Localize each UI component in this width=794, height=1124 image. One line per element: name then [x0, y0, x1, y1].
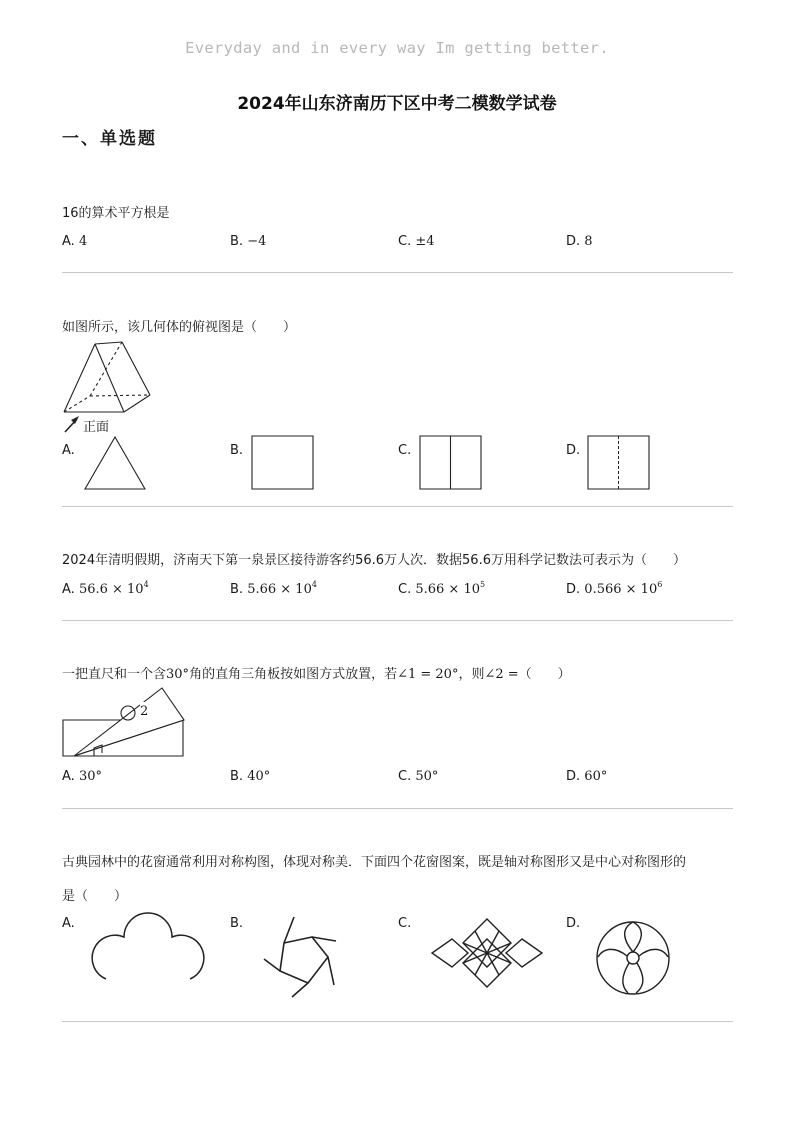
option-letter: C.: [398, 234, 412, 249]
page-motto: Everyday and in every way Im getting better.: [185, 39, 609, 57]
option-value: 30°: [78, 769, 102, 784]
question-4-option-b[interactable]: [230, 769, 270, 784]
option-letter: A.: [62, 769, 75, 784]
option-value: 50°: [415, 769, 439, 784]
option-letter: D.: [566, 582, 581, 597]
option-letter: C.: [398, 443, 412, 458]
front-view-label: 正面: [83, 420, 110, 435]
option-letter: B.: [230, 234, 244, 249]
option-a-cloud-arch-figure[interactable]: [96, 913, 200, 985]
question-text-part: 角的直角三角板按如图方式放置，若: [189, 667, 398, 682]
option-letter: D.: [566, 234, 581, 249]
question-3-option-c[interactable]: [398, 580, 485, 597]
option-value: 8: [584, 234, 593, 249]
page-title: 2024年山东济南历下区中考二模数学试卷: [237, 94, 557, 114]
angle-2-label: 2: [140, 702, 148, 722]
question-1-option-a[interactable]: [62, 234, 87, 249]
option-letter: A.: [62, 234, 75, 249]
question-3-option-a[interactable]: [62, 580, 149, 597]
question-2-text: 如图所示，该几何体的俯视图是（ ）: [62, 320, 297, 335]
question-5-text-line-1: 古典园林中的花窗通常利用对称构图，体现对称美．下面四个花窗图案，既是轴对称图形又是中心对称图形的: [62, 855, 687, 870]
question-1-option-c[interactable]: [398, 234, 435, 249]
option-letter: B.: [230, 582, 244, 597]
question-5-option-b[interactable]: [230, 916, 243, 931]
option-letter: D.: [566, 769, 581, 784]
option-value: −4: [247, 234, 267, 249]
option-letter: C.: [398, 769, 412, 784]
question-divider: [62, 1021, 733, 1022]
question-divider: [62, 506, 733, 507]
question-2-option-b[interactable]: [230, 443, 243, 458]
question-5-option-d[interactable]: [566, 916, 580, 931]
question-math-part: ∠1 = 20°: [397, 667, 459, 682]
option-b-rectangle-figure[interactable]: [251, 435, 315, 491]
option-value: 4: [78, 234, 88, 249]
section-heading: 一、单选题: [62, 129, 157, 149]
question-1-option-b[interactable]: [230, 234, 266, 249]
question-1-text: 16的算术平方根是: [62, 206, 170, 221]
option-letter: C.: [398, 916, 412, 931]
ruler-triangle-figure: [62, 686, 186, 758]
option-exponent: 4: [143, 580, 149, 589]
question-4-option-c[interactable]: [398, 769, 438, 784]
question-2-option-a[interactable]: [62, 443, 75, 458]
option-a-triangle-figure[interactable]: [83, 435, 147, 491]
question-2-option-d[interactable]: [566, 443, 580, 458]
question-math-part: 30°: [166, 667, 190, 682]
option-letter: A.: [62, 443, 75, 458]
question-math-part: ∠2 =: [484, 667, 519, 682]
option-mantissa: 5.66 × 10: [415, 582, 481, 597]
option-exponent: 5: [480, 580, 486, 589]
option-value: 40°: [247, 769, 271, 784]
arrow-icon: [65, 416, 79, 432]
option-letter: A.: [62, 916, 75, 931]
option-letter: B.: [230, 769, 244, 784]
question-5-option-a[interactable]: [62, 916, 75, 931]
question-4-option-a[interactable]: [62, 769, 102, 784]
option-mantissa: 56.6 × 10: [78, 582, 144, 597]
question-3-text: 2024年清明假期，济南天下第一泉景区接待游客约56.6万人次．数据56.6万用科学记数法可表示为（ ）: [62, 553, 686, 568]
set-square-triangle: [74, 688, 184, 756]
question-2-option-c[interactable]: [398, 443, 411, 458]
question-5-option-c[interactable]: [398, 916, 411, 931]
question-4-text: [62, 663, 571, 682]
option-d-rectangle-dashed-figure[interactable]: [587, 435, 651, 491]
option-exponent: 4: [311, 580, 317, 589]
option-value: ±4: [415, 234, 435, 249]
question-text-part: 一把直尺和一个含: [62, 667, 167, 682]
option-exponent: 6: [657, 580, 663, 589]
option-mantissa: 0.566 × 10: [584, 582, 658, 597]
option-letter: B.: [230, 916, 244, 931]
question-5-text-line-2: 是（ ）: [62, 889, 128, 904]
option-letter: D.: [566, 443, 581, 458]
question-1-option-d[interactable]: [566, 234, 593, 249]
option-letter: B.: [230, 443, 244, 458]
option-b-pinwheel-figure[interactable]: [262, 913, 342, 1001]
option-c-diamond-lattice-figure[interactable]: [428, 917, 546, 989]
question-3-option-b[interactable]: [230, 580, 317, 597]
question-divider: [62, 620, 733, 621]
question-4-option-d[interactable]: [566, 769, 607, 784]
question-text-part: （ ）: [518, 667, 571, 682]
question-3-option-d[interactable]: [566, 580, 662, 597]
option-letter: C.: [398, 582, 412, 597]
question-divider: [62, 808, 733, 809]
option-letter: A.: [62, 582, 75, 597]
option-c-rectangle-line-figure[interactable]: [419, 435, 483, 491]
option-letter: D.: [566, 916, 581, 931]
question-text-part: ，则: [458, 667, 485, 682]
option-d-plum-blossom-figure[interactable]: [594, 919, 672, 995]
option-value: 60°: [584, 769, 608, 784]
option-mantissa: 5.66 × 10: [247, 582, 312, 597]
question-divider: [62, 272, 733, 273]
